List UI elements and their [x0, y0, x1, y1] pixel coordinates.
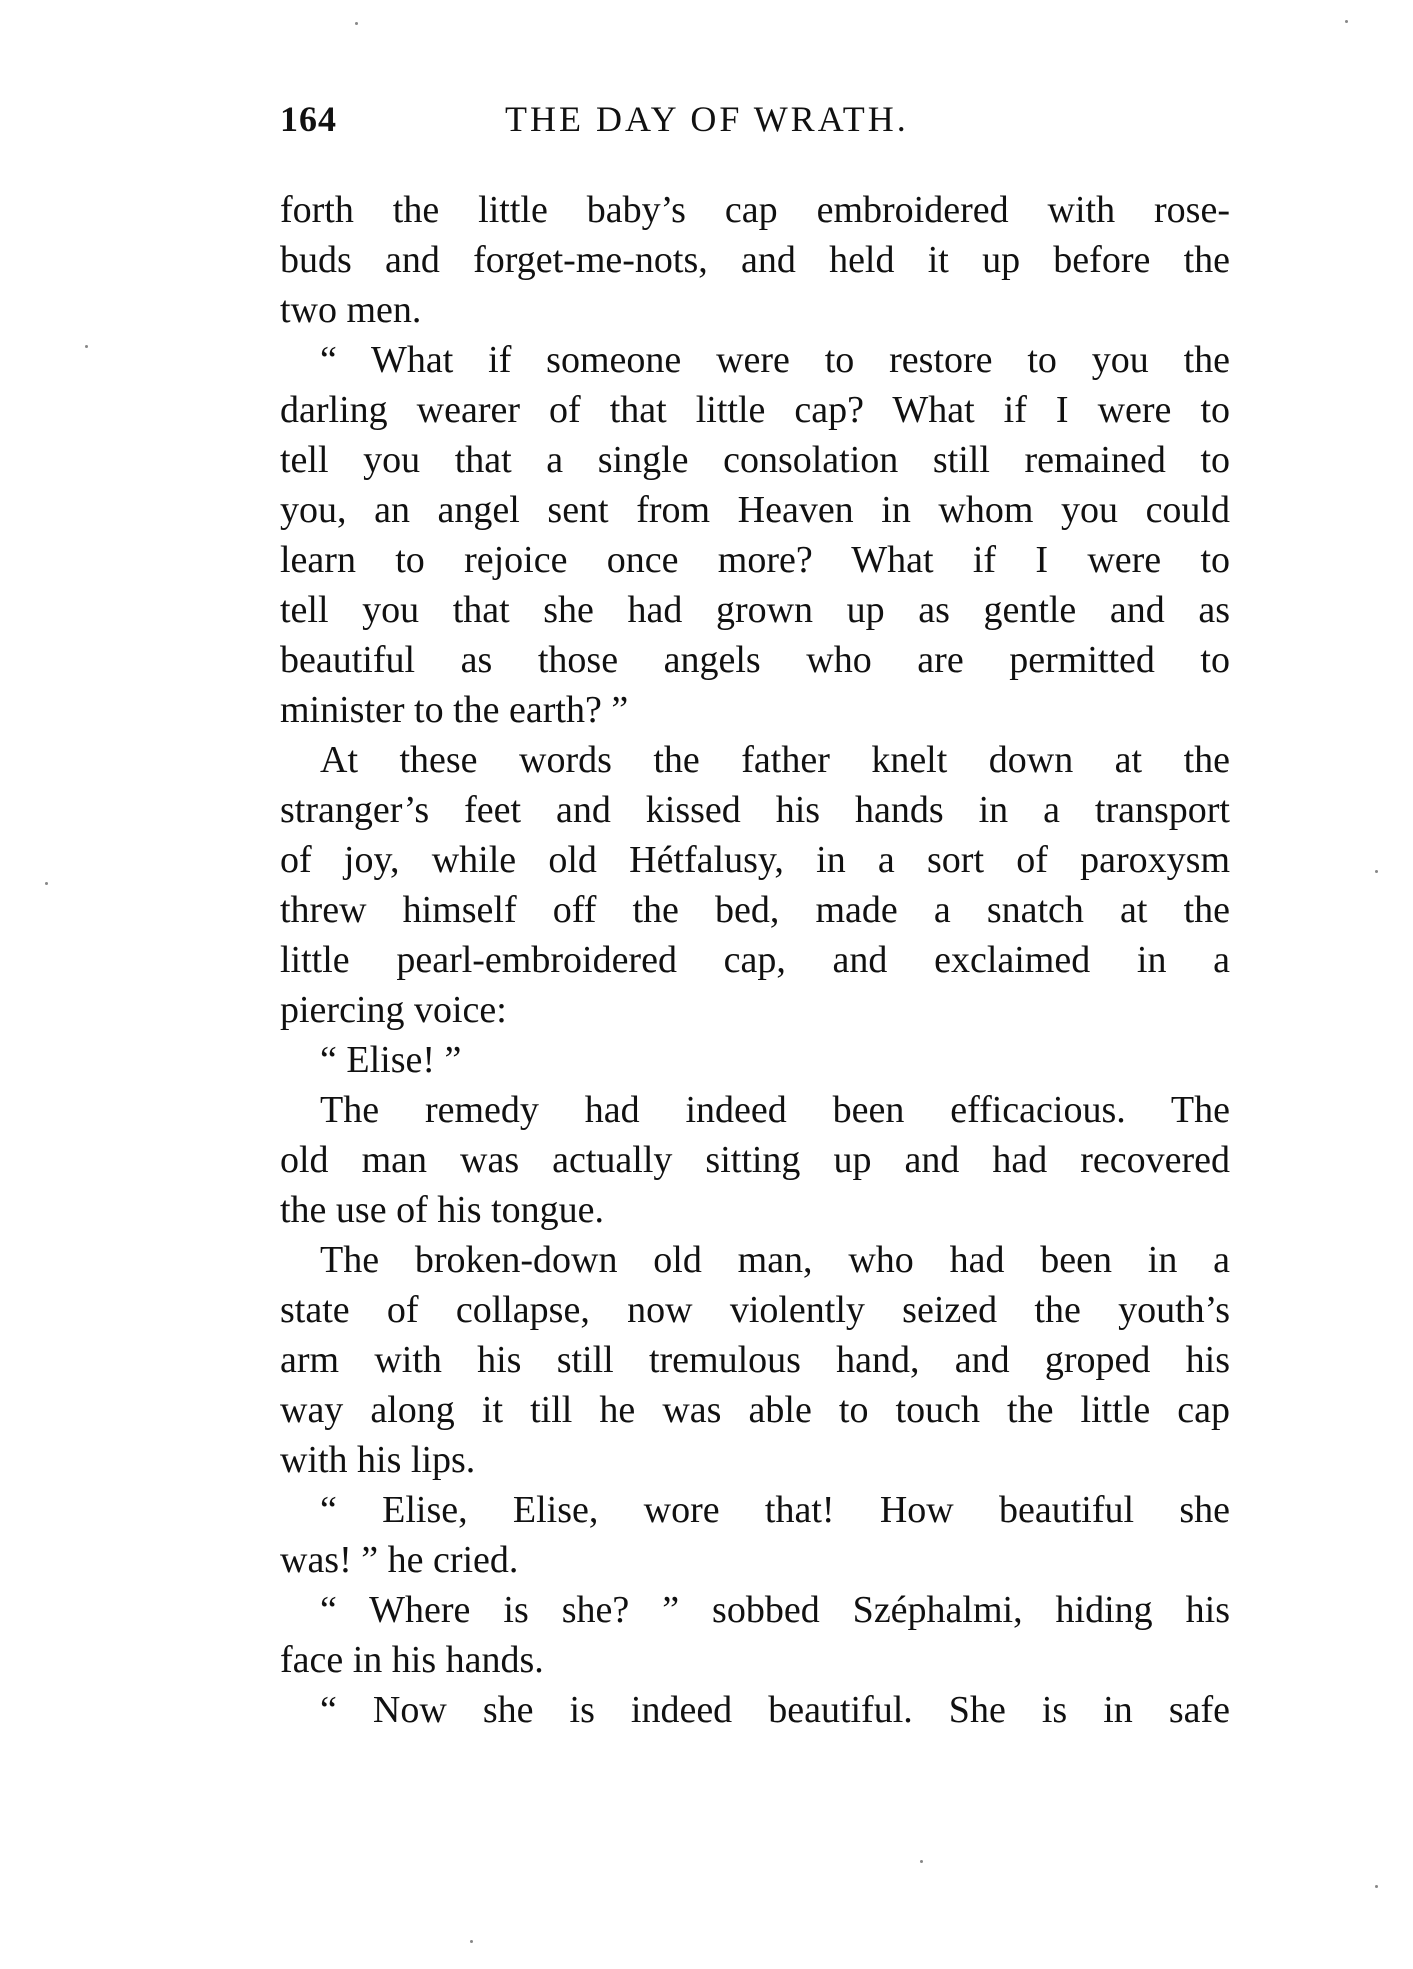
text-line: At these words the father knelt down at the — [320, 739, 1230, 781]
text-line: piercing voice: — [280, 989, 507, 1031]
text-line: face in his hands. — [280, 1639, 544, 1681]
text-line: The broken-down old man, who had been in a — [320, 1239, 1230, 1281]
text-line: two men. — [280, 289, 422, 331]
page-number: 164 — [280, 99, 337, 139]
text-line: arm with his still tremulous hand, and groped his — [280, 1339, 1230, 1381]
text-line: of joy, while old Hétfalusy, in a sort of paroxysm — [280, 839, 1230, 881]
text-line: minister to the earth? ” — [280, 689, 629, 731]
text-line: “ What if someone were to restore to you the — [320, 339, 1230, 381]
text-line: “ Now she is indeed beautiful. She is in safe — [320, 1689, 1230, 1731]
body-text — [280, 185, 1230, 1735]
text-line: “ Where is she? ” sobbed Széphalmi, hiding his — [320, 1589, 1230, 1631]
text-line: “ Elise! ” — [320, 1039, 462, 1081]
text-line: threw himself off the bed, made a snatch at the — [280, 889, 1230, 931]
text-line: the use of his tongue. — [280, 1189, 605, 1231]
paper-speck — [85, 345, 88, 348]
text-line: was! ” he cried. — [280, 1539, 519, 1581]
paper-speck — [355, 22, 358, 25]
text-line: tell you that a single consolation still remained to — [280, 439, 1230, 481]
running-title: THE DAY OF WRATH. — [505, 99, 909, 139]
text-line: “ Elise, Elise, wore that! How beautiful she — [320, 1489, 1230, 1531]
text-line: state of collapse, now violently seized the youth’s — [280, 1289, 1230, 1331]
text-line: old man was actually sitting up and had recovered — [280, 1139, 1230, 1181]
text-line: beautiful as those angels who are permitted to — [280, 639, 1230, 681]
paper-speck — [1345, 20, 1348, 23]
text-line: stranger’s feet and kissed his hands in a transport — [280, 789, 1230, 831]
paper-speck — [1375, 1885, 1378, 1888]
paper-speck — [920, 1860, 923, 1863]
paper-speck — [45, 882, 48, 885]
text-line: buds and forget-me-nots, and held it up before the — [280, 239, 1230, 281]
running-head — [280, 98, 1230, 148]
text-line: learn to rejoice once more? What if I were to — [280, 539, 1230, 581]
text-line: darling wearer of that little cap? What if I were to — [280, 389, 1230, 431]
text-line: forth the little baby’s cap embroidered with rose- — [280, 189, 1230, 231]
text-line: you, an angel sent from Heaven in whom you could — [280, 489, 1230, 531]
text-line: with his lips. — [280, 1439, 476, 1481]
text-line: way along it till he was able to touch the little cap — [280, 1389, 1230, 1431]
text-line: The remedy had indeed been efficacious. The — [320, 1089, 1230, 1131]
paper-speck — [470, 1940, 473, 1943]
paper-speck — [1375, 870, 1378, 873]
text-line: tell you that she had grown up as gentle and as — [280, 589, 1230, 631]
text-line: little pearl-embroidered cap, and exclaimed in a — [280, 939, 1230, 981]
